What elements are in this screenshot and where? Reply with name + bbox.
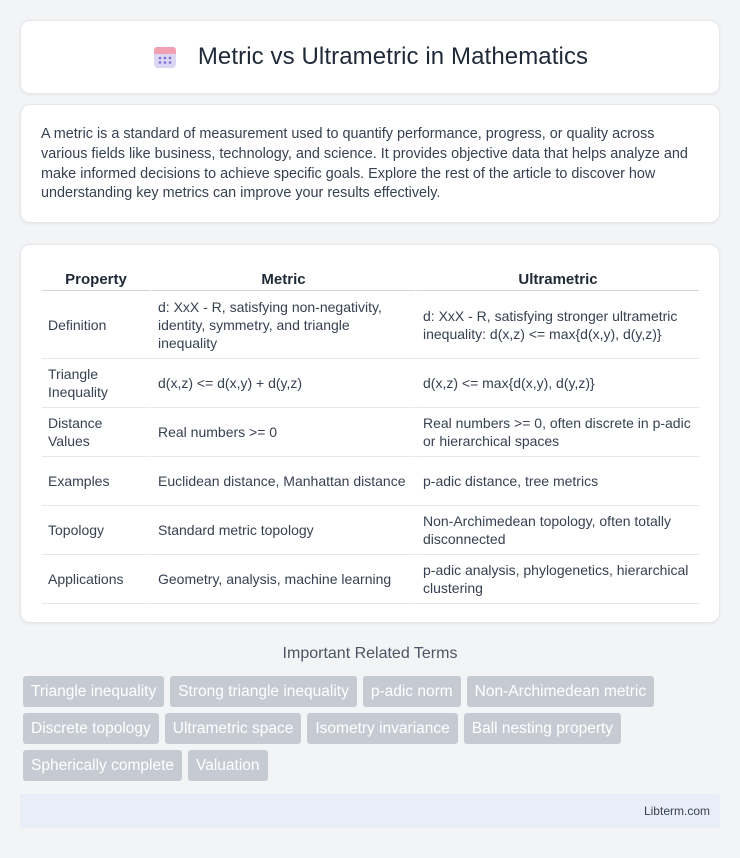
related-terms-list [23, 676, 723, 787]
comparison-card [20, 244, 720, 623]
calendar-grid-icon [152, 44, 178, 70]
tag-isometry-invariance[interactable]: Isometry invariance [307, 713, 457, 744]
cell-metric: Standard metric topology [150, 506, 415, 555]
cell-property: Topology [42, 506, 150, 555]
table-row [42, 408, 699, 457]
table-header-row [42, 265, 699, 291]
cell-ultrametric: p-adic analysis, phylogenetics, hierarchical clustering [415, 555, 699, 604]
intro-card [20, 104, 720, 223]
footer [20, 794, 720, 828]
table-row [42, 457, 699, 506]
cell-metric: Real numbers >= 0 [150, 408, 415, 457]
tag-p-adic-norm[interactable]: p-adic norm [363, 676, 461, 707]
table-row [42, 506, 699, 555]
header-card [20, 20, 720, 94]
intro-paragraph: A metric is a standard of measurement used to quantify performance, progress, or quality across various fields like business, technology, and science. It provides objective data that helps analyze and make informed decisions to achieve specific goals. Explore the rest of the article to discover how understanding key metrics can improve your results effectively. [41, 126, 688, 202]
cell-ultrametric: Real numbers >= 0, often discrete in p-adic or hierarchical spaces [415, 408, 699, 457]
tag-valuation[interactable]: Valuation [188, 750, 267, 781]
tag-ultrametric-space[interactable]: Ultrametric space [165, 713, 302, 744]
cell-metric: Geometry, analysis, machine learning [150, 555, 415, 604]
cell-ultrametric: d(x,z) <= max{d(x,y), d(y,z)} [415, 359, 699, 408]
tag-discrete-topology[interactable]: Discrete topology [23, 713, 159, 744]
cell-property: Distance Values [42, 408, 150, 457]
table-row [42, 291, 699, 359]
column-header-property: Property [42, 265, 150, 291]
cell-metric: d: XxX - R, satisfying non-negativity, identity, symmetry, and triangle inequality [150, 291, 415, 359]
column-header-metric: Metric [150, 265, 415, 291]
cell-metric: d(x,z) <= d(x,y) + d(y,z) [150, 359, 415, 408]
table-row [42, 555, 699, 604]
cell-property: Definition [42, 291, 150, 359]
tag-non-archimedean-metric[interactable]: Non-Archimedean metric [467, 676, 654, 707]
cell-property: Applications [42, 555, 150, 604]
table-row [42, 359, 699, 408]
cell-ultrametric: Non-Archimedean topology, often totally disconnected [415, 506, 699, 555]
tag-strong-triangle-inequality[interactable]: Strong triangle inequality [170, 676, 357, 707]
tag-triangle-inequality[interactable]: Triangle inequality [23, 676, 164, 707]
cell-property: Triangle Inequality [42, 359, 150, 408]
cell-property: Examples [42, 457, 150, 506]
comparison-table [42, 265, 699, 604]
cell-metric: Euclidean distance, Manhattan distance [150, 457, 415, 506]
related-terms-title: Important Related Terms [282, 645, 458, 662]
cell-ultrametric: d: XxX - R, satisfying stronger ultrametric inequality: d(x,z) <= max{d(x,y), d(y,z)} [415, 291, 699, 359]
column-header-ultrametric: Ultrametric [415, 265, 699, 291]
footer-site-link[interactable]: Libterm.com [643, 804, 710, 818]
cell-ultrametric: p-adic distance, tree metrics [415, 457, 699, 506]
tag-spherically-complete[interactable]: Spherically complete [23, 750, 182, 781]
page-title: Metric vs Ultrametric in Mathematics [197, 43, 589, 70]
tag-ball-nesting-property[interactable]: Ball nesting property [464, 713, 621, 744]
